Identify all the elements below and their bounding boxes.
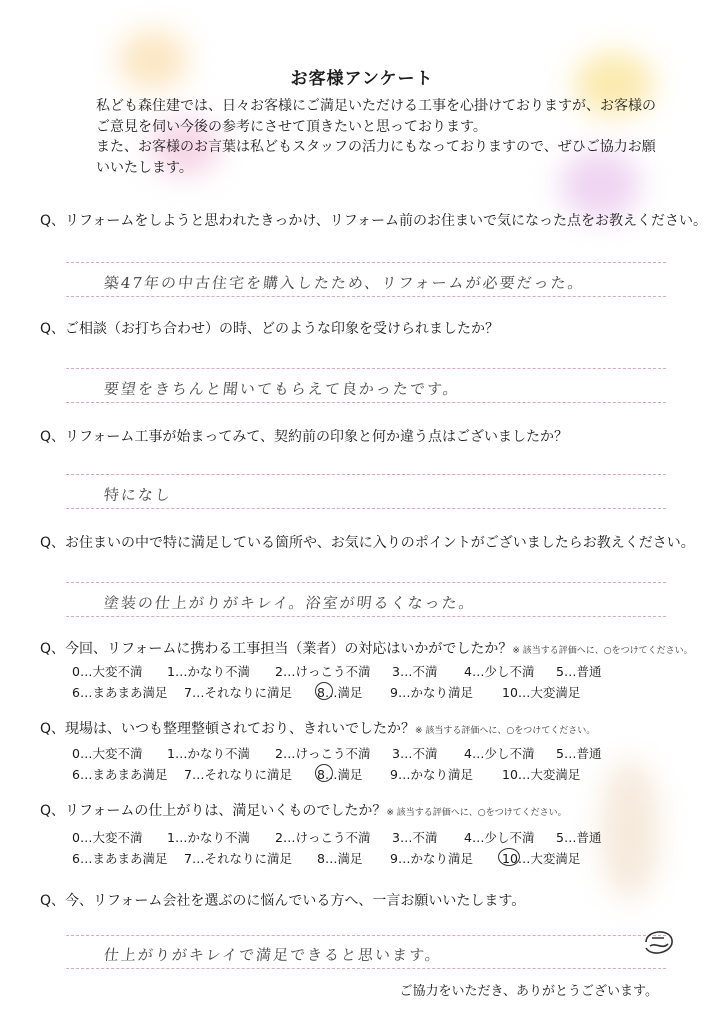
scale-option[interactable]: 9…かなり満足 xyxy=(390,851,473,866)
scale-option[interactable]: 1…かなり不満 xyxy=(167,830,250,845)
scale-option[interactable]: 9…かなり満足 xyxy=(390,685,473,700)
scale-option[interactable]: 7…それなりに満足 xyxy=(184,767,292,782)
footer-thanks: ご協力をいただき、ありがとうございます。 xyxy=(399,984,658,999)
scale-option[interactable]: 4…少し不満 xyxy=(464,664,535,679)
intro-line: ご意見を伺い今後の参考にさせて頂きたいと思っております。 xyxy=(96,118,487,135)
scale-option[interactable]: 10…大変満足 xyxy=(502,767,581,782)
scale-option[interactable]: 2…けっこう不満 xyxy=(275,830,371,845)
scale-option[interactable]: 5…普通 xyxy=(556,664,602,679)
answer-final: 仕上がりがキレイで満足できると思います。 xyxy=(103,946,443,964)
scale-option[interactable]: 10…大変満足 xyxy=(502,851,581,866)
intro-line: 私ども森住建では、日々お客様にご満足いただける工事を心掛けておりますが、お客様の xyxy=(96,98,656,114)
rating-scale-1 xyxy=(72,662,632,704)
rating-note: ※ 該当する評価へに、○をつけてください。 xyxy=(512,646,693,656)
scale-option[interactable]: 2…けっこう不満 xyxy=(275,746,371,761)
answer-guide-line xyxy=(66,935,666,936)
scale-option[interactable]: 8…満足 xyxy=(317,767,363,782)
answer-guide-line xyxy=(66,582,666,583)
scale-option[interactable]: 4…少し不満 xyxy=(464,830,535,845)
scale-option[interactable]: 0…大変不満 xyxy=(72,746,143,761)
scale-option[interactable]: 0…大変不満 xyxy=(72,830,143,845)
intro-line: いいたします。 xyxy=(96,159,193,176)
scale-option[interactable]: 2…けっこう不満 xyxy=(275,664,371,679)
selected-rating-circle xyxy=(315,764,333,782)
intro-text xyxy=(96,96,696,178)
question-3: Q、リフォーム工事が始まってみて、契約前の印象と何か違う点はございましたか？ xyxy=(40,429,569,445)
answer-4: 塗装の仕上がりがキレイ。浴室が明るくなった。 xyxy=(103,594,477,612)
scale-option[interactable]: 6…まあまあ満足 xyxy=(72,685,168,700)
scale-option[interactable]: 3…不満 xyxy=(392,746,438,761)
rating-note: ※ 該当する評価へに、○をつけてください。 xyxy=(386,808,567,818)
scale-option[interactable]: 1…かなり不満 xyxy=(167,746,250,761)
scale-option[interactable]: 3…不満 xyxy=(392,830,438,845)
scale-option[interactable]: 1…かなり不満 xyxy=(167,664,250,679)
question-4: Q、お住まいの中で特に満足している箇所や、お気に入りのポイントがございましたらお教えください。 xyxy=(40,535,695,551)
scale-option[interactable]: 6…まあまあ満足 xyxy=(72,767,168,782)
answer-guide-line xyxy=(66,968,666,969)
question-1: Q、リフォームをしようと思われたきっかけ、リフォーム前のお住まいで気になった点をお教えください。 xyxy=(40,213,708,229)
answer-guide-line xyxy=(66,508,666,509)
rating-scale-2 xyxy=(72,744,632,786)
page-title: お客様アンケート xyxy=(290,69,434,89)
answer-guide-line xyxy=(66,402,666,403)
scale-option[interactable]: 3…不満 xyxy=(392,664,438,679)
scale-option[interactable]: 4…少し不満 xyxy=(464,746,535,761)
scale-option[interactable]: 10…大変満足 xyxy=(502,685,581,700)
rating-question-3 xyxy=(40,800,567,820)
answer-guide-line xyxy=(66,296,666,297)
answer-2: 要望をきちんと聞いてもらえて良かったです。 xyxy=(103,380,461,398)
scale-option[interactable]: 5…普通 xyxy=(556,830,602,845)
question-final: Q、今、リフォーム会社を選ぶのに悩んでいる方へ、一言お願いいたします。 xyxy=(40,893,526,909)
scale-option[interactable]: 0…大変不満 xyxy=(72,664,143,679)
handwritten-initial-mark xyxy=(638,922,678,962)
answer-guide-line xyxy=(66,616,666,617)
rating-question-text: Q、現場は、いつも整理整頓されており、きれいでしたか？ xyxy=(40,721,416,737)
scale-option[interactable]: 7…それなりに満足 xyxy=(184,685,292,700)
rating-question-text: Q、今回、リフォームに携わる工事担当（業者）の対応はいかがでしたか？ xyxy=(40,641,513,657)
selected-rating-circle xyxy=(315,682,333,700)
rating-question-1 xyxy=(40,638,693,658)
answer-guide-line xyxy=(66,262,666,263)
answer-1: 築47年の中古住宅を購入したため、リフォームが必要だった。 xyxy=(103,274,586,292)
scale-option[interactable]: 9…かなり満足 xyxy=(390,767,473,782)
answer-guide-line xyxy=(66,368,666,369)
rating-question-2 xyxy=(40,718,595,738)
intro-line: また、お客様のお言葉は私どもスタッフの活力にもなっておりますので、ぜひご協力お願 xyxy=(96,139,656,155)
rating-scale-3 xyxy=(72,828,632,870)
rating-question-text: Q、リフォームの仕上がりは、満足いくものでしたか？ xyxy=(40,803,387,819)
answer-3: 特になし xyxy=(103,486,173,504)
scale-option[interactable]: 8…満足 xyxy=(317,851,363,866)
selected-rating-circle xyxy=(498,848,520,866)
answer-guide-line xyxy=(66,474,666,475)
scale-option[interactable]: 5…普通 xyxy=(556,746,602,761)
scale-option[interactable]: 7…それなりに満足 xyxy=(184,851,292,866)
scale-option[interactable]: 8…満足 xyxy=(317,685,363,700)
scale-option[interactable]: 6…まあまあ満足 xyxy=(72,851,168,866)
question-2: Q、ご相談（お打ち合わせ）の時、どのような印象を受けられましたか？ xyxy=(40,321,500,337)
rating-note: ※ 該当する評価へに、○をつけてください。 xyxy=(415,726,596,736)
